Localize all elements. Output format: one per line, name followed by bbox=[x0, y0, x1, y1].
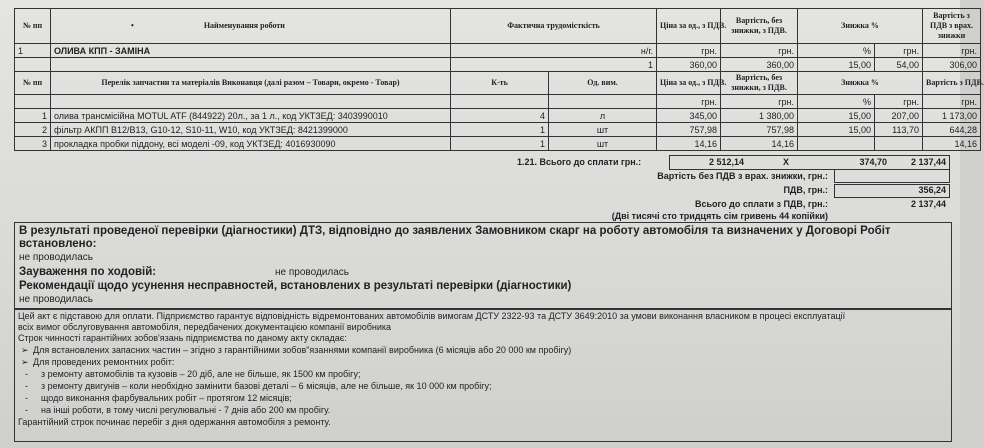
no-vat-label: Вартість без ПДВ з врах. знижки, грн.: bbox=[657, 171, 828, 181]
note-line: щодо виконання фарбувальних робіт – протягом 12 місяців; bbox=[41, 393, 292, 403]
dash-bullet: - bbox=[25, 381, 28, 391]
work-pct: 15,00 bbox=[798, 58, 875, 72]
with-vat-value: 2 137,44 bbox=[910, 199, 946, 209]
note-line: Для проведених ремонтних робіт: bbox=[33, 357, 175, 367]
recommend-label: Рекомендації щодо усунення несправностей, встановлених в результаті перевірки (діагностики) bbox=[19, 280, 572, 292]
parts-unit-cost: грн. bbox=[721, 95, 798, 109]
table-row: 1 олива трансмісійна MOTUL ATF (844922) 20л., за 1 л., код УКТЗЕД: 3403990010 4 л 345,00 1 380,00 15,00 207,00 1 173,00 bbox=[15, 109, 981, 123]
parts-unit-disc: грн. bbox=[875, 95, 923, 109]
dash-bullet: - bbox=[25, 405, 28, 415]
work-price: 360,00 bbox=[657, 58, 721, 72]
parts-col-unit: Од. вим. bbox=[549, 72, 657, 95]
diagnostics-line2: встановлено: bbox=[19, 238, 97, 250]
table-header-row bbox=[15, 9, 981, 44]
parts-col-no: № пп bbox=[15, 72, 51, 95]
warranty-notes bbox=[14, 308, 952, 442]
parts-col-qty: К-ть bbox=[451, 72, 549, 95]
vat-label: ПДВ, грн.: bbox=[783, 185, 828, 195]
parts-units-row bbox=[15, 95, 981, 109]
arrow-bullet-icon: ➢ bbox=[21, 345, 29, 355]
work-unit-cost: грн. bbox=[721, 44, 798, 58]
note-line: всіх вимог обслуговування автомобіля, передбачених документацією компанії виробника bbox=[18, 322, 392, 332]
table-row: 3 прокладка пробки піддону, всі моделі -09, код УКТЗЕД: 4016930090 1 шт 14,16 14,16 14,16 bbox=[15, 137, 981, 151]
work-values-row bbox=[15, 58, 981, 72]
note-line: з ремонту автомобілів та кузовів – 20 діб, але не більше, як 1500 км пробігу; bbox=[41, 369, 361, 379]
diagnostics-value: не проводилась bbox=[19, 252, 93, 263]
work-total: 306,00 bbox=[923, 58, 981, 72]
parts-col-cost-disc: Вартість з ПДВ. bbox=[923, 72, 981, 95]
diagnostics-line1: В результаті проведеної перевірки (діагностики) ДТЗ, відповідно до заявлених Замовником скарг на роботу автомобіля та визначених у Договорі Робіт bbox=[19, 225, 891, 237]
parts-col-discount: Знижка % bbox=[798, 72, 923, 95]
dash-bullet: - bbox=[25, 369, 28, 379]
work-qty: 1 bbox=[451, 58, 657, 72]
work-unit: н/г. bbox=[451, 44, 657, 58]
note-line: Для встановлених запасних частин – згідно з гарантійними зобов"язаннями компанії виробника (6 місяців або 20 000 км пробігу) bbox=[33, 345, 572, 355]
note-line: з ремонту двигунів – коли необхідно замінити базові деталі – 6 місяців, але не більше, як 10 000 км пробігу; bbox=[41, 381, 492, 391]
col-cost: Вартість, без знижки, з ПДВ. bbox=[721, 9, 798, 44]
table-row: 2 фільтр АКПП B12/B13, G10-12, S10-11, W10, код УКТЗЕД: 8421399000 1 шт 757,98 757,98 15,00 113,70 644,28 bbox=[15, 123, 981, 137]
total-cost: 2 512,14 bbox=[708, 157, 744, 167]
col-cost-disc: Вартість з ПДВ з врах. знижки bbox=[923, 9, 981, 44]
work-name: ОЛИВА КПП - ЗАМІНА bbox=[51, 44, 451, 58]
col-no: № пп bbox=[15, 9, 51, 44]
parts-unit-pct: % bbox=[798, 95, 875, 109]
services-table bbox=[14, 8, 984, 151]
col-name: • Найменування роботи bbox=[51, 9, 451, 44]
total-discount: 374,70 bbox=[859, 157, 887, 167]
recommend-value: не проводилась bbox=[19, 294, 93, 305]
parts-col-name: Перелік запчастин та матеріалів Виконавця (далі разом – Товари, окремо - Товар) bbox=[51, 72, 451, 95]
no-vat-box bbox=[834, 170, 950, 183]
work-unit-total: грн. bbox=[923, 44, 981, 58]
parts-col-price: Ціна за од., з ПДВ. bbox=[657, 72, 721, 95]
col-discount: Знижка % bbox=[798, 9, 923, 44]
work-unit-pct: % bbox=[798, 44, 875, 58]
chassis-label: Зауваження по ходовій: bbox=[19, 266, 157, 278]
work-disc: 54,00 bbox=[875, 58, 923, 72]
bullet-dot: • bbox=[131, 21, 134, 30]
with-vat-label: Всього до сплати з ПДВ, грн.: bbox=[694, 199, 828, 209]
col-price: Ціна за од., з ПДВ. bbox=[657, 9, 721, 44]
parts-col-cost: Вартість, без знижки, з ПДВ. bbox=[721, 72, 798, 95]
total-in-words: (Дві тисячі сто тридцять сім гривень 44 копійки) bbox=[611, 211, 828, 221]
chassis-value: не проводилась bbox=[275, 267, 349, 278]
dash-bullet: - bbox=[25, 393, 28, 403]
col-labor: Фактична трудомісткість bbox=[451, 9, 657, 44]
note-line: Цей акт є підставою для оплати. Підприємство гарантує відповідність відремонтованих автомобілів вимогам ДСТУ 2322-93 та ДСТУ 3649:2010 за умови виконання власником в процесі експлуатації bbox=[18, 311, 846, 321]
work-cost: 360,00 bbox=[721, 58, 798, 72]
diagnostics-section bbox=[14, 222, 952, 310]
total-label: 1.21. Всього до сплати грн.: bbox=[517, 157, 642, 167]
note-line: Строк чинності гарантійних зобов'язань підприємства по даному акту складає: bbox=[18, 333, 347, 343]
parts-unit-price: грн. bbox=[657, 95, 721, 109]
parts-unit-total: грн. bbox=[923, 95, 981, 109]
total-sum: 2 137,44 bbox=[910, 157, 946, 167]
work-no: 1 bbox=[15, 44, 51, 58]
total-x: X bbox=[783, 157, 790, 167]
work-row bbox=[15, 44, 981, 58]
work-unit-price: грн. bbox=[657, 44, 721, 58]
note-line: Гарантійний строк починає перебіг з дня одержання автомобіля з ремонту. bbox=[18, 417, 331, 427]
arrow-bullet-icon: ➢ bbox=[21, 357, 29, 367]
parts-header-row bbox=[15, 72, 981, 95]
note-line: на інші роботи, в тому числі регулювальні - 7 днів або 200 км пробігу. bbox=[41, 405, 331, 415]
vat-value: 356,24 bbox=[918, 185, 946, 195]
work-unit-disc: грн. bbox=[875, 44, 923, 58]
